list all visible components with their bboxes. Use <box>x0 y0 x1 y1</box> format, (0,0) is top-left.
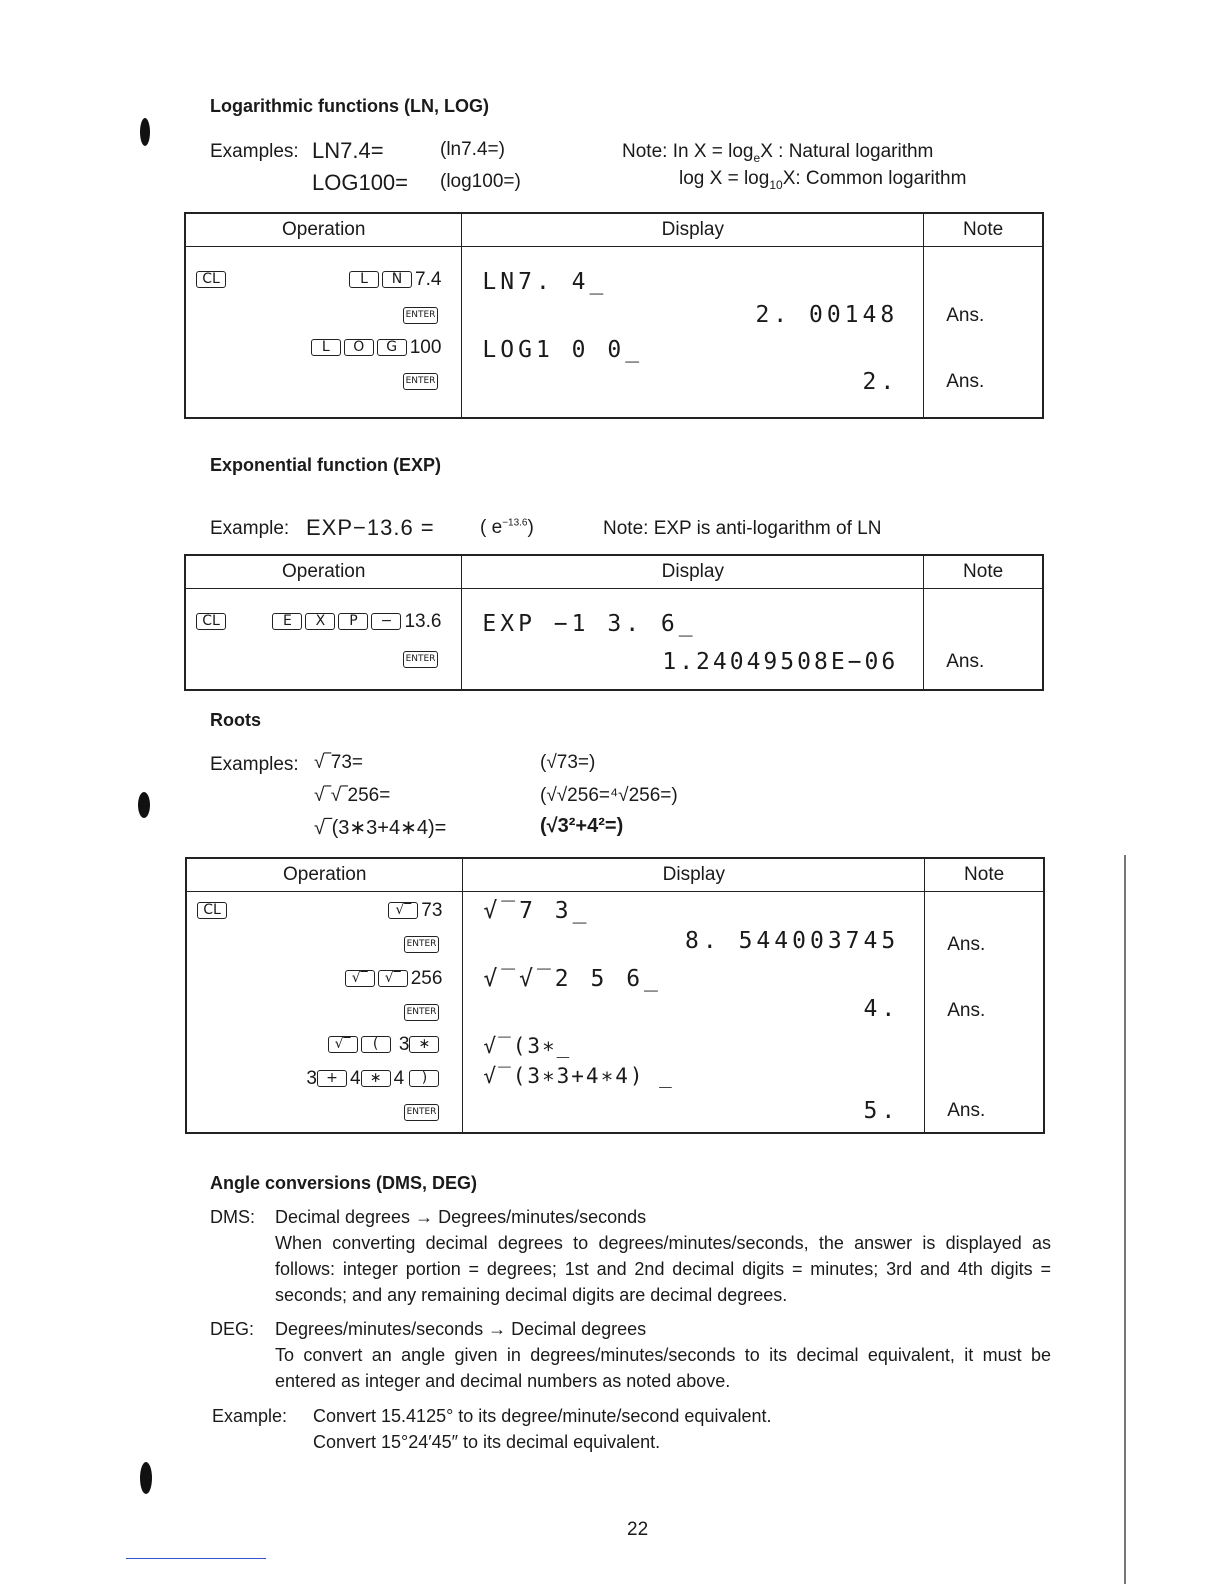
op-plus-sequence <box>306 1068 442 1090</box>
cl-key: CL <box>196 271 226 288</box>
display-result: 1.24049508E−06 <box>662 649 899 675</box>
note-ans: Ans. <box>946 371 985 392</box>
exp-example-label: Example: <box>210 518 290 539</box>
note-ans: Ans. <box>946 651 985 672</box>
display-result: 2. <box>862 369 899 395</box>
enter-key: ENTER <box>403 373 439 390</box>
roots-operation-table <box>185 857 1045 1134</box>
display-line: √‾(3∗_ <box>483 1034 572 1058</box>
log-example-2-alt: (log100=) <box>440 171 521 192</box>
op-value: 100 <box>409 337 442 358</box>
log-note-natural: Note: In $X = \log_eX$ : Natural logarithm <box>622 141 934 165</box>
log-example-1-alt: (ln7.4=) <box>440 139 505 160</box>
key-g: G <box>377 339 407 356</box>
col-header-display: Display <box>463 858 925 892</box>
log-examples-label: Examples: <box>210 141 299 162</box>
display-line: EXP −1 3. 6_ <box>482 611 697 637</box>
op-sqrt-sqrt-256 <box>345 968 443 990</box>
roots-example-3-alt: (√3²+4²=) <box>540 815 624 837</box>
display-result: 5. <box>863 1098 900 1124</box>
op-enter <box>403 305 442 327</box>
op-enter <box>404 1102 443 1124</box>
deg-label: DEG: <box>210 1319 255 1339</box>
enter-key: ENTER <box>403 307 439 324</box>
key-e: E <box>272 613 302 630</box>
op-value: 4 <box>393 1068 405 1089</box>
display-line: √‾√‾2 5 6_ <box>483 966 662 992</box>
op-value: 73 <box>421 900 443 921</box>
dms-body: When converting decimal degrees to degrees/minutes/seconds, the answer is displayed as follows: integer portion = degrees; 1st and 2nd decimal digits = minutes; 3rd and 4th digits = seconds; and any remaining decimal digits are decimal degrees. <box>275 1233 1051 1305</box>
col-header-display: Display <box>462 213 924 247</box>
dms-title: Decimal degrees → Degrees/minutes/seconds <box>275 1207 647 1227</box>
op-value: 7.4 <box>415 269 442 290</box>
note-ans: Ans. <box>947 934 986 955</box>
op-enter <box>404 1002 443 1024</box>
key-multiply: ∗ <box>361 1070 391 1087</box>
angle-example-2: Convert 15°24′45″ to its decimal equivalent. <box>313 1432 661 1452</box>
angle-example-1: Convert 15.4125° to its degree/minute/second equivalent. <box>313 1406 772 1426</box>
op-value: 3 <box>398 1034 410 1055</box>
roots-examples-label: Examples: <box>210 754 299 775</box>
display-line: LOG1 0 0_ <box>482 337 644 363</box>
page-number: 22 <box>627 1519 649 1540</box>
col-header-operation: Operation <box>185 213 462 247</box>
log-note-common: $\log X = \log_{10}X$: Common logarithm <box>679 168 967 192</box>
cl-key: CL <box>197 902 227 919</box>
key-left-paren: ( <box>361 1036 391 1053</box>
roots-example-1: √‾73= <box>314 752 363 773</box>
key-minus: − <box>371 613 401 630</box>
exp-example: EXP−13.6 = <box>306 515 435 540</box>
cl-key: CL <box>196 613 226 630</box>
op-sqrt-paren <box>328 1034 443 1056</box>
col-header-display: Display <box>462 555 924 589</box>
col-header-note: Note <box>924 213 1043 247</box>
angle-example-label: Example: <box>212 1406 288 1426</box>
enter-key: ENTER <box>404 1004 440 1021</box>
col-header-note: Note <box>924 555 1043 589</box>
note-ans: Ans. <box>947 1100 986 1121</box>
enter-key: ENTER <box>403 651 439 668</box>
col-header-operation: Operation <box>186 858 463 892</box>
note-ans: Ans. <box>947 1000 986 1021</box>
display-line: LN7. 4_ <box>482 269 608 295</box>
roots-example-1-alt: (√73=) <box>540 752 596 773</box>
key-multiply: ∗ <box>409 1036 439 1053</box>
key-sqrt: √‾ <box>345 970 375 987</box>
op-value: 4 <box>349 1068 361 1089</box>
col-header-note: Note <box>925 858 1044 892</box>
exp-example-alt: ( $e^{-13.6}$) <box>480 517 534 538</box>
key-n: N <box>382 271 412 288</box>
key-sqrt: √‾ <box>388 902 418 919</box>
display-result: 2. 00148 <box>755 302 899 328</box>
key-l: L <box>311 339 341 356</box>
roots-example-2-alt: (√√256=⁴√256=) <box>540 785 678 806</box>
deg-title: Degrees/minutes/seconds → Decimal degrees <box>275 1319 647 1339</box>
op-sqrt-73 <box>388 900 442 922</box>
roots-example-2: √‾√‾256= <box>314 785 391 806</box>
key-l: L <box>349 271 379 288</box>
op-enter <box>403 371 442 393</box>
log-example-2: LOG100= <box>312 170 409 195</box>
roots-heading: Roots <box>210 710 261 730</box>
footer-rule <box>126 1558 266 1559</box>
op-enter <box>404 934 443 956</box>
key-x: X <box>305 613 335 630</box>
key-sqrt: √‾ <box>328 1036 358 1053</box>
key-p: P <box>338 613 368 630</box>
exp-operation-table <box>184 554 1044 691</box>
key-sqrt: √‾ <box>378 970 408 987</box>
binding-hole-mark <box>140 118 150 146</box>
op-log-keys <box>311 337 442 359</box>
log-heading: Logarithmic functions (LN, LOG) <box>210 96 489 116</box>
key-plus: + <box>317 1070 347 1087</box>
op-value: 13.6 <box>404 611 442 632</box>
display-line: √‾7 3_ <box>483 898 591 924</box>
display-line: √‾(3∗3+4∗4) _ <box>483 1064 674 1088</box>
exp-heading: Exponential function (EXP) <box>210 455 442 475</box>
op-enter <box>403 649 442 671</box>
roots-example-3: √‾(3∗3+4∗4)= <box>314 817 447 839</box>
op-ln-keys <box>349 269 441 291</box>
key-o: O <box>344 339 374 356</box>
op-exp-keys <box>272 611 441 633</box>
op-value: 3 <box>306 1068 317 1089</box>
right-edge-line <box>1124 855 1126 1584</box>
dms-label: DMS: <box>210 1207 255 1227</box>
op-value: 256 <box>410 968 443 989</box>
display-result: 4. <box>863 996 900 1022</box>
log-operation-table <box>184 212 1044 419</box>
log-example-1: LN7.4= <box>312 138 384 163</box>
angle-heading: Angle conversions (DMS, DEG) <box>210 1173 478 1193</box>
key-right-paren: ) <box>409 1070 439 1087</box>
enter-key: ENTER <box>404 1104 440 1121</box>
binding-hole-mark <box>140 1462 152 1494</box>
display-result: 8. 544003745 <box>685 928 900 954</box>
exp-note: Note: EXP is anti-logarithm of LN <box>603 518 882 539</box>
binding-hole-mark <box>138 792 150 818</box>
enter-key: ENTER <box>404 936 440 953</box>
note-ans: Ans. <box>946 305 985 326</box>
col-header-operation: Operation <box>185 555 462 589</box>
deg-body: To convert an angle given in degrees/minutes/seconds to its decimal equivalent, it must be entered as integer and decimal numbers as noted above. <box>275 1345 1051 1391</box>
